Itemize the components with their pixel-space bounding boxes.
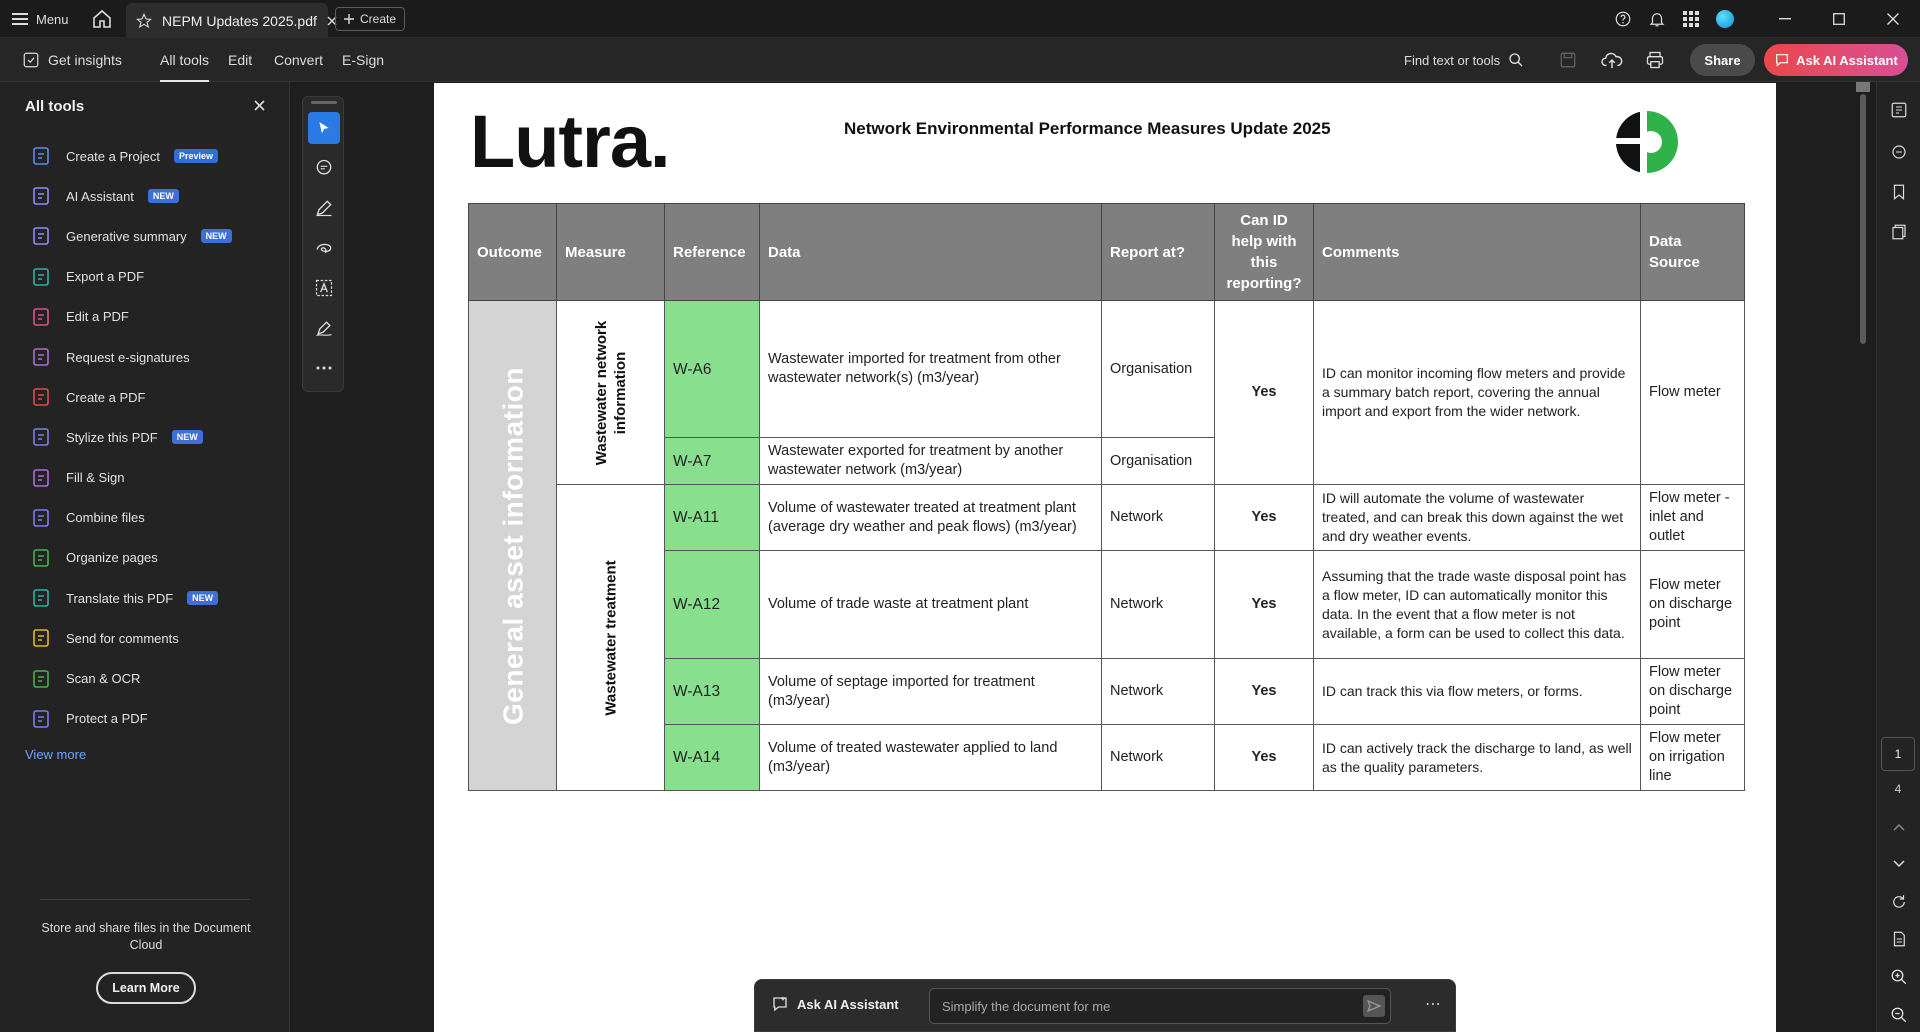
document-tab[interactable] (126, 3, 328, 38)
send-icon[interactable] (1363, 995, 1385, 1017)
tool-item-scan-ocr[interactable] (32, 658, 282, 698)
tool-icon (32, 669, 52, 689)
report-at-cell: Network (1102, 659, 1215, 725)
convert-label: Convert (274, 52, 324, 68)
table-row (469, 485, 1745, 551)
tool-item-export-a-pdf[interactable] (32, 257, 282, 297)
header-comments: Comments (1314, 204, 1641, 301)
document-title: Network Environmental Performance Measures Update 2025 (844, 119, 1331, 138)
tool-icon (32, 186, 52, 206)
bell-icon[interactable] (1640, 0, 1674, 38)
header-report-at: Report at? (1102, 204, 1215, 301)
drag-handle[interactable] (311, 101, 337, 104)
insights-panel-icon[interactable] (1887, 98, 1911, 122)
tool-label: Send for comments (66, 630, 179, 646)
measure-cell-network (557, 301, 665, 485)
find-label: Find text or tools (1404, 52, 1501, 68)
learn-more-button[interactable]: Learn More (96, 972, 196, 1004)
sign-icon[interactable] (308, 312, 340, 344)
star-icon[interactable] (136, 13, 152, 29)
comment-cell: ID will automate the volume of wastewater treated, and can break this down against the wet and dry weather events. (1314, 485, 1641, 551)
reference-cell: W-A12 (665, 551, 760, 659)
can-id-cell: Yes (1215, 301, 1314, 485)
select-cursor-icon[interactable] (308, 112, 340, 144)
save-icon[interactable] (1556, 48, 1580, 72)
data-cell: Volume of wastewater treated at treatment plant (average dry weather and peak flows) (m3/year) (760, 485, 1102, 551)
hamburger-icon (12, 12, 28, 26)
maximize-icon[interactable] (1812, 0, 1866, 38)
rotate-icon[interactable] (1887, 890, 1911, 914)
tool-icon (32, 709, 52, 729)
tool-badge: NEW (148, 189, 179, 203)
tab-esign[interactable] (342, 38, 384, 82)
report-at-cell: Network (1102, 725, 1215, 791)
share-button[interactable]: Share (1690, 44, 1755, 76)
tab-title: NEPM Updates 2025.pdf (162, 12, 317, 29)
search-icon (1508, 52, 1524, 68)
reference-cell: W-A7 (665, 438, 760, 485)
tool-label: Organize pages (66, 550, 158, 566)
tool-item-stylize-this-pdf[interactable] (32, 417, 282, 457)
tool-icon (32, 628, 52, 648)
plus-icon (344, 14, 354, 24)
tool-label: Generative summary (66, 228, 187, 244)
current-page-box[interactable]: 1 (1881, 737, 1915, 771)
scrollbar-thumb[interactable] (1860, 94, 1866, 344)
view-more-link[interactable]: View more (25, 747, 87, 762)
can-id-cell: Yes (1215, 551, 1314, 659)
print-icon[interactable] (1643, 48, 1667, 72)
report-at-cell: Network (1102, 551, 1215, 659)
text-box-icon[interactable] (308, 272, 340, 304)
data-source-cell: Flow meter on discharge point (1641, 551, 1745, 659)
report-at-cell: Network (1102, 485, 1215, 551)
tool-label: Export a PDF (66, 269, 145, 285)
header-can-id: Can ID help with this reporting? (1215, 204, 1314, 301)
tool-icon (32, 387, 52, 407)
reference-cell: W-A6 (665, 301, 760, 438)
close-panel-icon[interactable] (254, 100, 265, 111)
tool-icon (32, 468, 52, 488)
tool-icon (32, 146, 52, 166)
tool-label: Edit a PDF (66, 309, 129, 325)
header-measure: Measure (557, 204, 665, 301)
menu-label: Menu (36, 11, 69, 27)
tool-label: Create a PDF (66, 389, 146, 405)
tool-label: Stylize this PDF (66, 429, 158, 445)
can-id-cell: Yes (1215, 485, 1314, 551)
zoom-out-icon[interactable] (1887, 1003, 1911, 1027)
comment-cell: ID can track this via flow meters, or forms. (1314, 659, 1641, 725)
create-button[interactable] (335, 7, 405, 31)
comment-cell: Assuming that the trade waste disposal point has a flow meter, ID can automatically monitor this data. In the event that a flow meter is not available, a form can be used to collect this data. (1314, 551, 1641, 659)
get-insights-button[interactable] (22, 38, 122, 82)
report-at-cell: Organisation (1102, 438, 1215, 485)
header-data-source: Data Source (1641, 204, 1745, 301)
total-pages: 4 (1894, 782, 1902, 796)
tool-label: Translate this PDF (66, 590, 174, 606)
divider (40, 899, 250, 900)
brand-logo-text: Lutra. (470, 100, 670, 183)
right-rail (1876, 82, 1920, 1032)
help-icon[interactable] (1606, 0, 1640, 38)
title-bar (0, 0, 1920, 38)
comments-panel-icon[interactable] (1887, 140, 1911, 164)
data-source-cell: Flow meter on irrigation line (1641, 725, 1745, 791)
tool-badge: NEW (172, 430, 203, 444)
tool-icon (32, 427, 52, 447)
outcome-cell (469, 301, 557, 791)
zoom-in-icon[interactable] (1887, 965, 1911, 989)
tool-label: Protect a PDF (66, 711, 148, 727)
comment-cell: ID can monitor incoming flow meters and provide a summary batch report, covering the annual import and export from the wider network. (1314, 301, 1641, 485)
document-cloud-promo: Store and share files in the Document Cloud (41, 921, 251, 952)
tool-label: Combine files (66, 510, 145, 526)
tool-icon (32, 588, 52, 608)
minimize-icon[interactable] (1758, 0, 1812, 38)
chevron-down-icon[interactable] (1887, 852, 1911, 876)
tool-label: Scan & OCR (66, 671, 141, 687)
pages-panel-icon[interactable] (1887, 220, 1911, 244)
apps-grid-icon[interactable] (1674, 0, 1708, 38)
data-cell: Wastewater exported for treatment by another wastewater network (m3/year) (760, 438, 1102, 485)
main-toolbar (0, 38, 1920, 82)
quick-tools-rail (302, 96, 344, 392)
tool-item-create-a-project[interactable] (32, 136, 282, 176)
data-cell: Volume of septage imported for treatment (m3/year) (760, 659, 1102, 725)
header-data: Data (760, 204, 1102, 301)
tool-icon (32, 347, 52, 367)
tool-icon (32, 267, 52, 287)
data-cell: Wastewater imported for treatment from other wastewater network(s) (m3/year) (760, 301, 1102, 438)
tool-item-generative-summary[interactable] (32, 216, 282, 256)
get-insights-label: Get insights (48, 52, 122, 68)
create-label: Create (359, 12, 397, 26)
tool-badge: Preview (174, 149, 218, 163)
data-source-cell: Flow meter on discharge point (1641, 659, 1745, 725)
measure-group-label: Wastewater treatment (602, 559, 619, 716)
can-id-cell: Yes (1215, 659, 1314, 725)
pdf-page (434, 83, 1776, 1032)
tab-edit[interactable] (228, 38, 252, 82)
tool-item-translate-this-pdf[interactable] (32, 578, 282, 618)
tool-label: Create a Project (66, 148, 160, 164)
ai-bar-label: Ask AI Assistant (797, 996, 899, 1012)
ask-ai-label: Ask AI Assistant (1796, 52, 1898, 68)
tool-item-send-for-comments[interactable] (32, 618, 282, 658)
data-cell: Volume of treated wastewater applied to land (m3/year) (760, 725, 1102, 791)
upload-cloud-icon[interactable] (1600, 48, 1624, 72)
ask-ai-assistant-button[interactable] (1764, 44, 1908, 76)
header-outcome: Outcome (469, 204, 557, 301)
more-tools-icon[interactable] (308, 352, 340, 384)
tool-item-edit-a-pdf[interactable] (32, 297, 282, 337)
reference-cell: W-A11 (665, 485, 760, 551)
tool-icon (32, 307, 52, 327)
edit-label: Edit (228, 52, 253, 68)
ai-prompt-input[interactable]: Simplify the document for me (929, 988, 1391, 1024)
ai-assistant-bar (754, 979, 1456, 1032)
tool-badge: NEW (201, 229, 232, 243)
menu-button[interactable] (12, 8, 69, 30)
chevron-up-icon[interactable] (1887, 815, 1911, 839)
tool-item-fill-sign[interactable] (32, 458, 282, 498)
table-header-row (469, 204, 1745, 301)
ask-ai-assistant-bar-button[interactable] (771, 995, 899, 1013)
tab-all-tools[interactable] (160, 38, 209, 82)
can-id-cell: Yes (1215, 725, 1314, 791)
tool-item-request-e-signatures[interactable] (32, 337, 282, 377)
scrollbar-top[interactable] (1856, 82, 1870, 92)
tool-icon (32, 548, 52, 568)
data-source-cell: Flow meter - inlet and outlet (1641, 485, 1745, 551)
data-source-cell: Flow meter (1641, 301, 1745, 485)
close-window-icon[interactable] (1866, 0, 1920, 38)
tool-label: Request e-signatures (66, 349, 190, 365)
ai-assistant-icon (1774, 52, 1790, 68)
report-at-cell: Organisation (1102, 301, 1215, 438)
measure-cell-treatment (557, 485, 665, 791)
all-tools-panel (0, 82, 290, 1032)
measures-table (468, 203, 1745, 791)
tool-item-organize-pages[interactable] (32, 538, 282, 578)
page-fit-icon[interactable] (1887, 927, 1911, 951)
tool-badge: NEW (187, 591, 218, 605)
panel-title: All tools (25, 98, 85, 115)
tool-label: AI Assistant (66, 188, 134, 204)
company-logo-icon (1614, 109, 1680, 175)
avatar[interactable] (1708, 0, 1742, 38)
ai-chat-icon (771, 995, 789, 1013)
measure-group-label: Wastewater network information (592, 320, 629, 465)
add-comment-icon[interactable] (308, 152, 340, 184)
tab-convert[interactable] (274, 38, 323, 82)
tools-list (32, 136, 282, 739)
all-tools-label: All tools (160, 52, 210, 68)
table-row (469, 301, 1745, 438)
draw-freehand-icon[interactable] (308, 232, 340, 264)
highlight-pen-icon[interactable] (308, 192, 340, 224)
esign-label: E-Sign (342, 52, 385, 68)
bookmark-panel-icon[interactable] (1887, 180, 1911, 204)
comment-cell: ID can actively track the discharge to land, as well as the quality parameters. (1314, 725, 1641, 791)
find-text-or-tools[interactable] (1404, 38, 1524, 82)
reference-cell: W-A14 (665, 725, 760, 791)
tool-label: Fill & Sign (66, 470, 125, 486)
tool-item-protect-a-pdf[interactable] (32, 699, 282, 739)
home-icon[interactable] (90, 7, 114, 31)
tool-icon (32, 226, 52, 246)
header-reference: Reference (665, 204, 760, 301)
tool-item-ai-assistant[interactable] (32, 176, 282, 216)
tool-item-create-a-pdf[interactable] (32, 377, 282, 417)
reference-cell: W-A13 (665, 659, 760, 725)
more-options-icon[interactable]: ⋯ (1425, 996, 1441, 1013)
data-cell: Volume of trade waste at treatment plant (760, 551, 1102, 659)
tool-item-combine-files[interactable] (32, 498, 282, 538)
outcome-group-label: General asset information (497, 366, 528, 725)
insights-icon (22, 51, 40, 69)
tool-icon (32, 508, 52, 528)
